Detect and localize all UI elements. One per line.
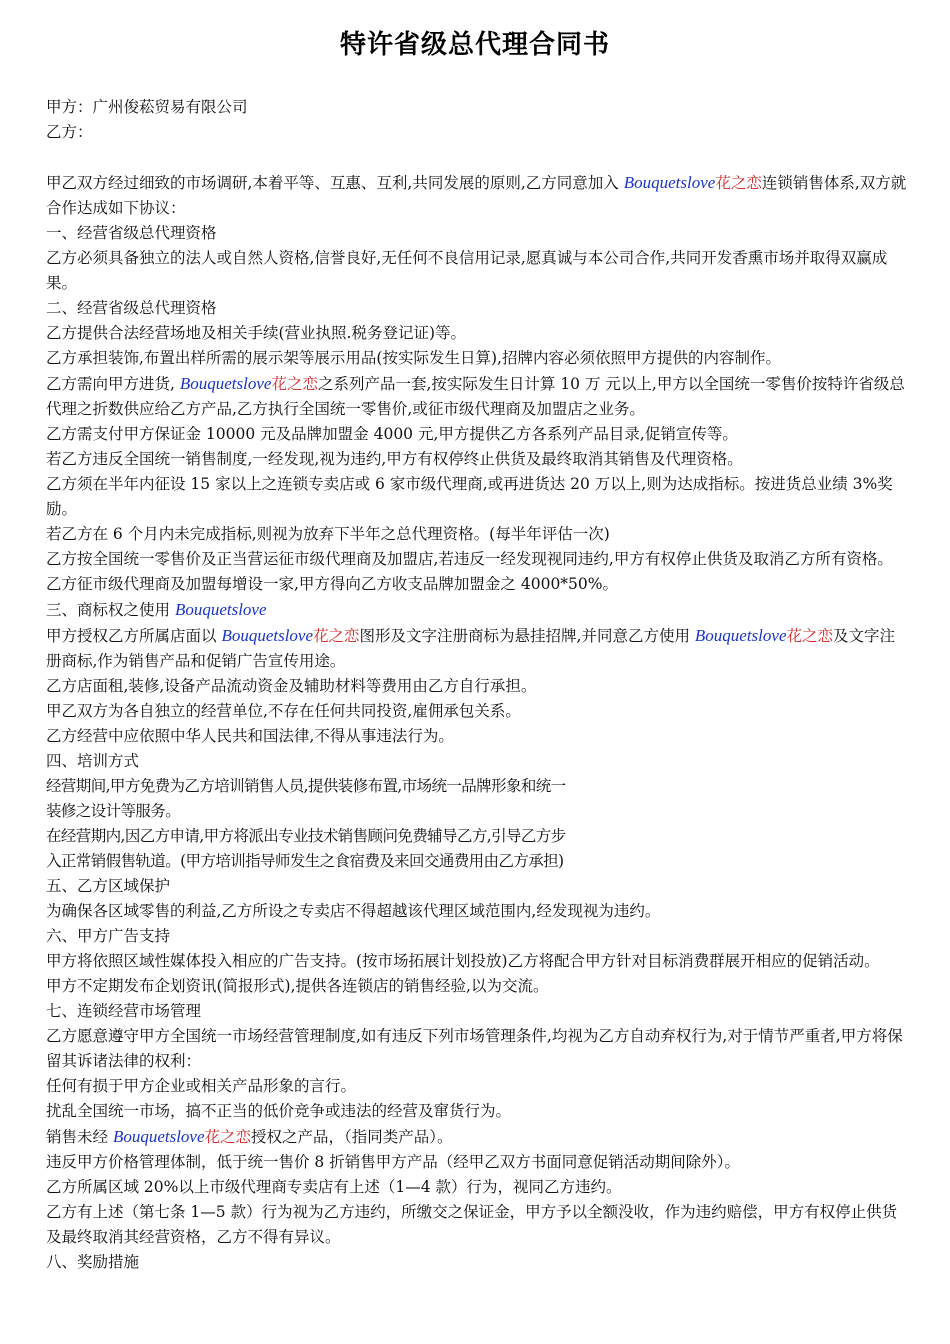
brand-cn-name: 花之恋 — [786, 627, 834, 645]
section-3-paragraph: 乙方经营中应依照中华人民共和国法律,不得从事违法行为。 — [46, 727, 454, 745]
brand-cn-name: 花之恋 — [715, 174, 762, 192]
section-6-title: 六、甲方广告支持 — [46, 927, 171, 945]
party-b-line: 乙方： — [46, 123, 93, 141]
section-2-paragraph: 乙方提供合法经营场地及相关手续(营业执照.税务登记证)等。 — [46, 324, 467, 342]
section-7-paragraph: 乙方有上述（第七条 1—5 款）行为视为乙方违约，所缴交之保证金，甲方予以全额没收，作为违约赔偿，甲方有权停止供货及最终取消其经营资格，乙方不得有异议。 — [46, 1203, 898, 1246]
section-4-line: 装修之设计等服务。 — [46, 802, 181, 820]
section-2-title: 二、经营省级总代理资格 — [46, 299, 217, 317]
brand-name: Bouquetslove — [694, 626, 787, 645]
section-7-paragraph: 违反甲方价格管理体制，低于统一售价 8 折销售甲方产品（经甲乙双方书面同意促销活动期间除外）。 — [46, 1153, 740, 1171]
text-span: 三、商标权之使用 — [46, 601, 175, 619]
section-4-line: 在经营期内,因乙方申请,甲方将派出专业技术销售顾问免费辅导乙方,引导乙方步 — [46, 827, 566, 845]
text-span: 授权之产品，（指同类产品）。 — [251, 1128, 453, 1146]
section-2-paragraph: 乙方须在半年内征设 15 家以上之连锁专卖店或 6 家市级代理商,或再进货达 20 万以上,则为达成指标。按进货总业绩 3%奖励。 — [46, 475, 893, 518]
document-title: 特许省级总代理合同书 — [339, 30, 610, 60]
section-8-title: 八、奖励措施 — [46, 1253, 140, 1271]
brand-name: Bouquetslove — [174, 600, 267, 619]
section-7-paragraph: 乙方所属区域 20%以上市级代理商专卖店有上述（1—4 款）行为，视同乙方违约。 — [46, 1178, 622, 1196]
section-5-title: 五、乙方区域保护 — [46, 877, 171, 895]
section-2-paragraph: 乙方征市级代理商及加盟每增设一家,甲方得向乙方收支品牌加盟金之 4000*50%。 — [46, 575, 619, 593]
text-span: 及文字注册商标,作为销售产品和促销广告宣传用途。 — [46, 627, 896, 670]
section-6-paragraph: 甲方不定期发布企划资讯(简报形式),提供各连锁店的销售经验,以为交流。 — [46, 977, 549, 995]
blank-line — [46, 145, 908, 170]
section-4-line: 经营期间,甲方免费为乙方培训销售人员,提供装修布置,市场统一品牌形象和统一 — [46, 777, 566, 795]
section-2-paragraph: 若乙方违反全国统一销售制度,一经发现,视为违约,甲方有权停终止供货及最终取消其销售及代理资格。 — [46, 450, 743, 468]
section-4-line: 入正常销假售轨道。(甲方培训指导师发生之食宿费及来回交通费用由乙方承担) — [46, 852, 564, 870]
intro-paragraph — [46, 170, 908, 221]
section-2-paragraph — [46, 371, 908, 422]
brand-name: Bouquetslove — [221, 626, 314, 645]
section-5-paragraph: 为确保各区域零售的利益,乙方所设之专卖店不得超越该代理区域范围内,经发现视为违约。 — [46, 902, 661, 920]
section-3-title — [46, 597, 908, 623]
section-7-title: 七、连锁经营市场管理 — [46, 1002, 202, 1020]
section-2-paragraph: 乙方需支付甲方保证金 10000 元及品牌加盟金 4000 元,甲方提供乙方各系列产品目录,促销宣传等。 — [46, 425, 738, 443]
section-7-paragraph — [46, 1124, 908, 1150]
section-2-paragraph: 乙方承担装饰,布置出样所需的展示架等展示用品(按实际发生日算),招牌内容必须依照甲方提供的内容制作。 — [46, 349, 781, 367]
section-3-paragraph — [46, 623, 908, 674]
brand-cn-name: 花之恋 — [271, 375, 318, 393]
brand-cn-name: 花之恋 — [204, 1128, 252, 1146]
section-4-title: 四、培训方式 — [46, 752, 140, 770]
intro-text-post: 连锁销售体系,双方就合作达成如下协议： — [46, 174, 907, 217]
section-7-paragraph: 扰乱全国统一市场，搞不正当的低价竞争或违法的经营及窜货行为。 — [46, 1102, 512, 1120]
party-a-line: 甲方：广州俊菘贸易有限公司 — [46, 98, 248, 116]
intro-text-pre: 甲乙双方经过细致的市场调研,本着平等、互惠、互利,共同发展的原则,乙方同意加入 — [46, 174, 624, 192]
section-2-paragraph: 若乙方在 6 个月内未完成指标,则视为放弃下半年之总代理资格。(每半年评估一次) — [46, 525, 610, 543]
brand-name: Bouquetslove — [112, 1127, 205, 1146]
brand-cn-name: 花之恋 — [313, 627, 360, 645]
section-1-title: 一、经营省级总代理资格 — [46, 224, 217, 242]
section-7-paragraph: 乙方愿意遵守甲方全国统一市场经营管理制度,如有违反下列市场管理条件,均视为乙方自动弃权行为,对于情节严重者,甲方将保留其诉诸法律的权利： — [46, 1027, 903, 1070]
brand-name: Bouquetslove — [623, 173, 716, 192]
text-span: 之系列产品一套,按实际发生日计算 10 万 元以上,甲方以全国统一零售价按特许省级总代理之折数供应给乙方产品,乙方执行全国统一零售价,或征市级代理商及加盟店之业务。 — [46, 375, 905, 418]
text-span: 乙方需向甲方进货, — [46, 375, 180, 393]
text-span: 销售未经 — [46, 1128, 113, 1146]
text-span: 甲方授权乙方所属店面以 — [46, 627, 222, 645]
document-body — [46, 95, 908, 1275]
section-3-paragraph: 甲乙双方为各自独立的经营单位,不存在任何共同投资,雇佣承包关系。 — [46, 702, 521, 720]
section-2-paragraph: 乙方按全国统一零售价及正当营运征市级代理商及加盟店,若违反一经发现视同违约,甲方有权停止供货及取消乙方所有资格。 — [46, 550, 893, 568]
section-7-paragraph: 任何有损于甲方企业或相关产品形象的言行。 — [46, 1077, 357, 1095]
section-6-paragraph: 甲方将依照区域性媒体投入相应的广告支持。(按市场拓展计划投放)乙方将配合甲方针对目标消费群展开相应的促销活动。 — [46, 952, 880, 970]
section-1-paragraph: 乙方必须具备独立的法人或自然人资格,信誉良好,无任何不良信用记录,愿真诚与本公司合作,共同开发香熏市场并取得双赢成果。 — [46, 249, 888, 292]
section-3-paragraph: 乙方店面租,装修,设备产品流动资金及辅助材料等费用由乙方自行承担。 — [46, 677, 537, 695]
text-span: 图形及文字注册商标为悬挂招牌,并同意乙方使用 — [359, 627, 695, 645]
brand-name: Bouquetslove — [179, 374, 272, 393]
